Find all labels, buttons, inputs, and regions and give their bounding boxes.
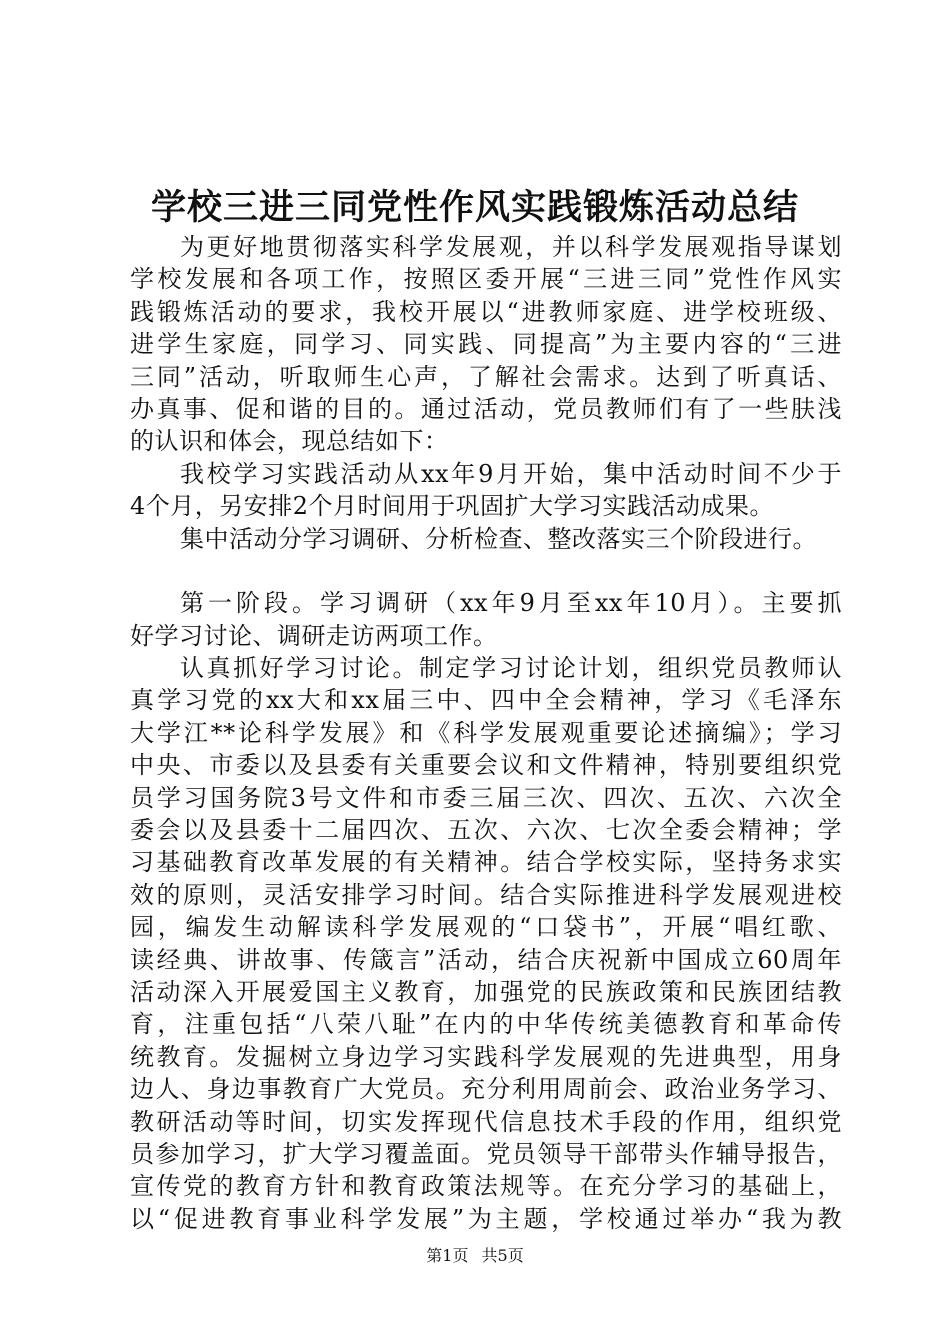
- paragraph-spacer: [130, 555, 842, 587]
- document-title: 学校三进三同党性作风实践锻炼活动总结: [150, 187, 799, 228]
- body-line: 以“促进教育事业科学发展”为主题，学校通过举办“我为教: [130, 1204, 842, 1233]
- body-line: 集中活动分学习调研、分析检查、整改落实三个阶段进行。: [180, 524, 817, 553]
- body-line: 进学生家庭，同学习、同实践、同提高”为主要内容的“三进: [130, 330, 842, 359]
- body-line: 4个月，另安排2个月时间用于巩固扩大学习实践活动成果。: [130, 492, 775, 521]
- body-line: 宣传党的教育方针和教育政策法规等。在充分学习的基础上，: [130, 1172, 842, 1201]
- body-line: 边人、身边事教育广大党员。充分利用周前会、政治业务学习、: [130, 1075, 842, 1104]
- body-line: 园，编发生动解读科学发展观的“口袋书”，开展“唱红歌、: [130, 913, 842, 942]
- body-line: 员参加学习，扩大学习覆盖面。党员领导干部带头作辅导报告，: [130, 1139, 842, 1168]
- page-footer: [0, 1246, 950, 1266]
- body-line: 学校发展和各项工作，按照区委开展“三进三同”党性作风实: [130, 265, 842, 294]
- body-line: 读经典、讲故事、传箴言”活动，结合庆祝新中国成立60周年: [130, 945, 842, 974]
- body-line: 教研活动等时间，切实发挥现代信息技术手段的作用，组织党: [130, 1107, 842, 1136]
- body-line: 活动深入开展爱国主义教育，加强党的民族政策和民族团结教: [130, 977, 842, 1006]
- body-line: 为更好地贯彻落实科学发展观，并以科学发展观指导谋划: [180, 233, 842, 261]
- body-line: 效的原则，灵活安排学习时间。结合实际推进科学发展观进校: [130, 880, 842, 909]
- body-line: 第一阶段。学习调研（xx年9月至xx年10月）。主要抓: [180, 589, 842, 618]
- body-line: 认真抓好学习讨论。制定学习讨论计划，组织党员教师认: [180, 654, 842, 683]
- body-line: 大学江**论科学发展》和《科学发展观重要论述摘编》；学习: [130, 718, 842, 747]
- body-line: 办真事、促和谐的目的。通过活动，党员教师们有了一些肤浅: [130, 394, 842, 423]
- page-number: 第1页: [426, 1246, 469, 1265]
- body-line: 好学习讨论、调研走访两项工作。: [130, 621, 498, 650]
- body-line: 员学习国务院3号文件和市委三届三次、四次、五次、六次全: [130, 783, 842, 812]
- body-line: 真学习党的xx大和xx届三中、四中全会精神，学习《毛泽东: [130, 686, 842, 715]
- body-line: 统教育。发掘树立身边学习实践科学发展观的先进典型，用身: [130, 1042, 842, 1071]
- body-line: 三同”活动，听取师生心声，了解社会需求。达到了听真话、: [130, 362, 842, 391]
- body-line: 践锻炼活动的要求，我校开展以“进教师家庭、进学校班级、: [130, 297, 842, 326]
- body-line: 委会以及县委十二届四次、五次、六次、七次全委会精神；学: [130, 816, 842, 845]
- body-line: 的认识和体会，现总结如下：: [130, 427, 449, 456]
- body-line: 习基础教育改革发展的有关精神。结合学校实际，坚持务求实: [130, 848, 842, 877]
- page-total: 共5页: [481, 1246, 524, 1265]
- body-line: 育，注重包括“八荣八耻”在内的中华传统美德教育和革命传: [130, 1010, 842, 1039]
- document-body: [130, 231, 842, 1235]
- body-line: 中央、市委以及县委有关重要会议和文件精神，特别要组织党: [130, 751, 842, 780]
- body-line: 我校学习实践活动从xx年9月开始，集中活动时间不少于: [180, 459, 842, 488]
